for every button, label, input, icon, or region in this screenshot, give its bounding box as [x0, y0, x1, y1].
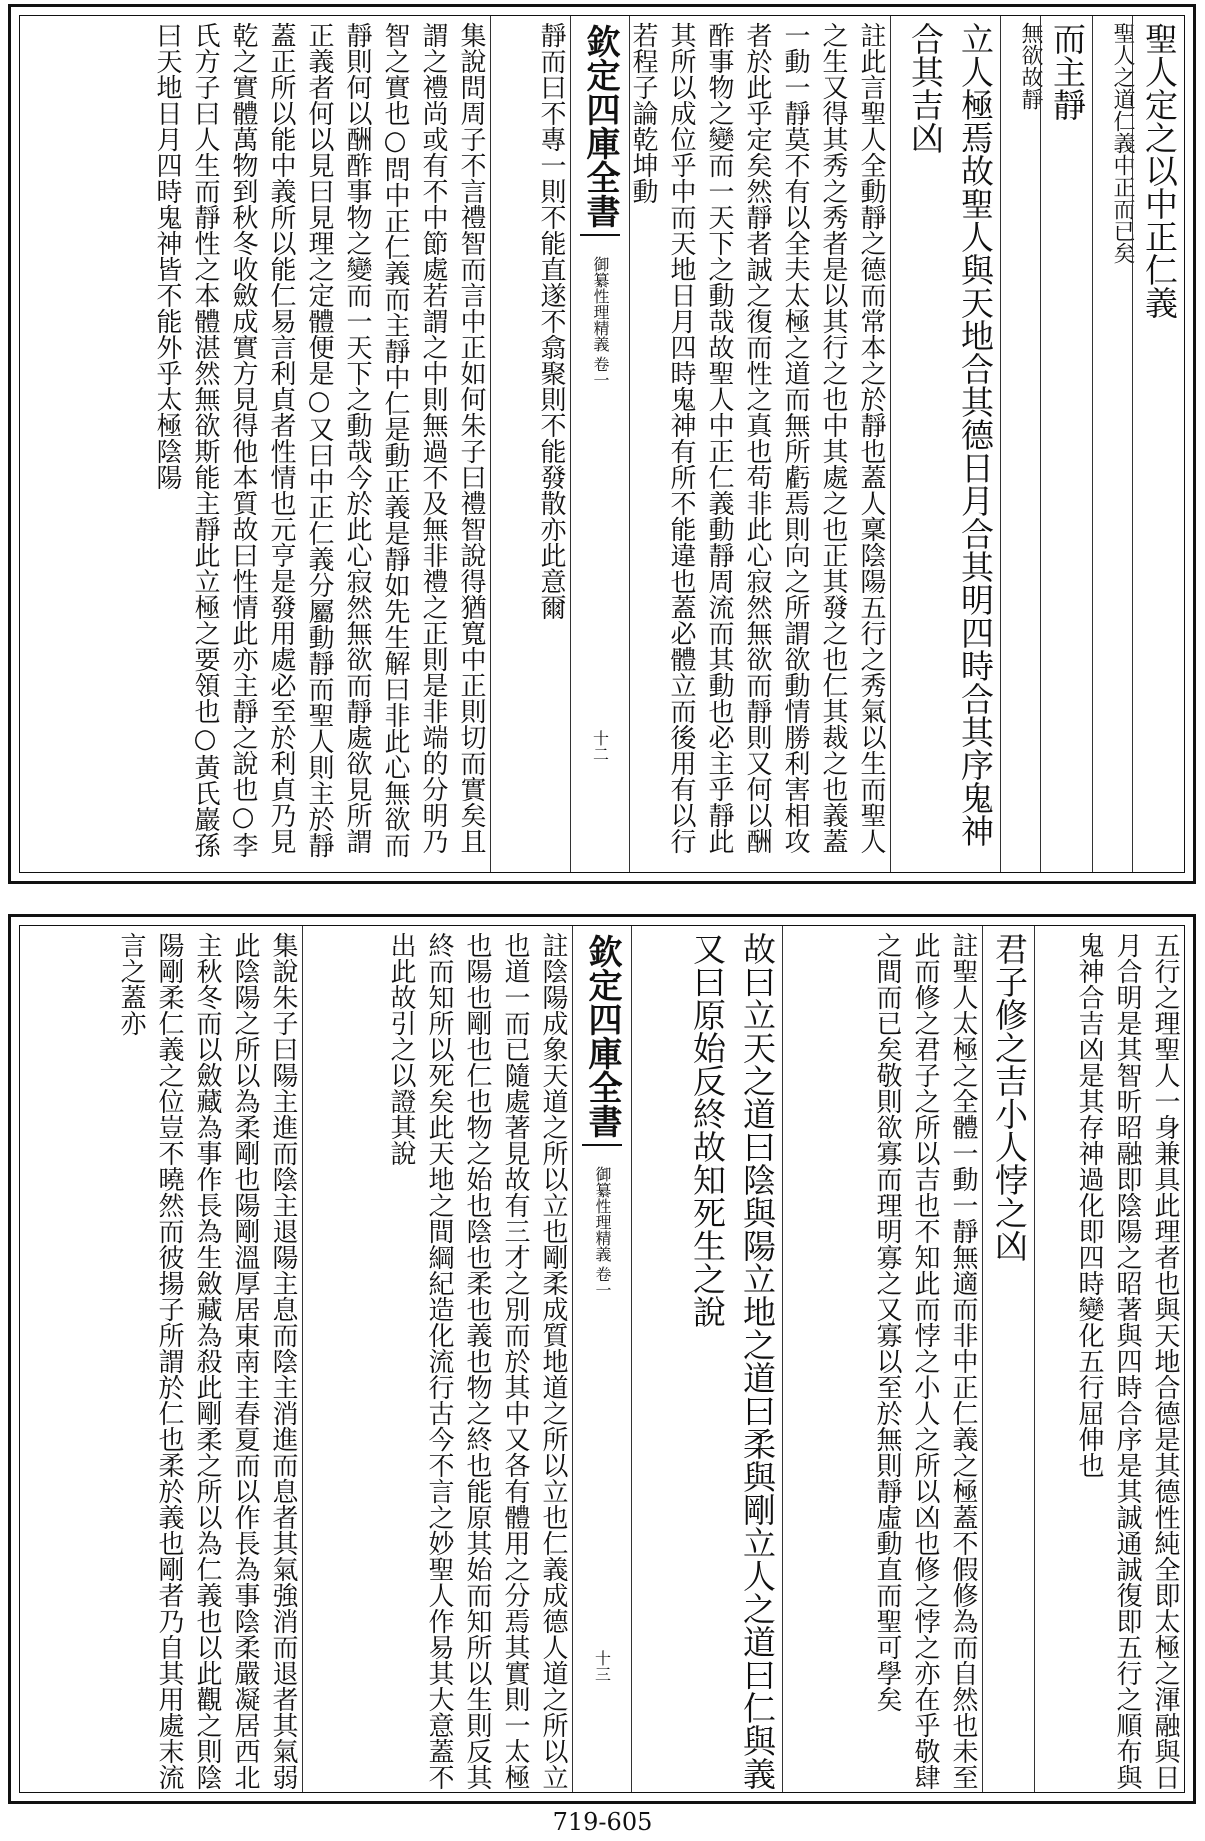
series-title: 欽定四庫全書 [582, 934, 622, 1138]
book-name: 御纂性理精義 [593, 1166, 612, 1262]
page-number: 十二 [590, 730, 610, 762]
annotation-column: 聖人之道仁義中正而已矣 [1092, 16, 1132, 872]
juan-label: 卷一 [591, 356, 610, 388]
commentary-column: 註聖人太極之全體一動一靜無適而非中正仁義之極蓋不假修為而自然也未至此而修之君子之所以吉也不知此而悖之小人之所以凶也修之悖之亦在乎敬肆之間而已矣敬則欲寡而理明寡之又寡以至於無則靜虛動直而聖可學矣 [782, 926, 982, 1792]
page-number: 十三 [592, 1650, 612, 1682]
commentary-column: 五行之理聖人一身兼具此理者也與天地合德是其德性純全即太極之渾融與日月合明是其智昕昭融即陰陽之昭著與四時合序是其誠通誠復即五行之順布與鬼神合吉凶是其存神過化即四時變化五行屈伸也 [1034, 926, 1184, 1792]
bottom-left-half [20, 926, 572, 1792]
text-column: 故曰立天之道曰陰與陽立地之道曰柔與剛立人之道曰仁與義又曰原始反終故知死生之說 [688, 932, 777, 1790]
fish-tail-mark [580, 234, 620, 252]
bottom-page [8, 914, 1196, 1804]
juan-label: 卷一 [593, 1266, 612, 1298]
text-column: 君子修之吉小人悖之凶 [982, 926, 1034, 1792]
fish-tail-mark [582, 1144, 622, 1162]
center-fold [572, 926, 632, 1792]
book-name: 御纂性理精義 [591, 256, 610, 352]
archive-page-reference: 719-605 [552, 1808, 653, 1836]
text-column: 立人極焉故聖人與天地合其德日月合其明四時合其序鬼神合其吉凶 [890, 16, 1000, 872]
series-title: 欽定四庫全書 [580, 24, 620, 228]
top-page-frame [19, 15, 1185, 873]
commentary-column: 靜而曰不專一則不能直遂不翕聚則不能發散亦此意爾 [490, 16, 570, 872]
bottom-page-frame [19, 925, 1185, 1793]
commentary-column: 集說朱子曰陽主進而陰主退陽主息而陰主消進而息者其氣強消而退者其氣弱此陰陽之所以為柔剛也陽剛溫厚居東南主春夏而以作長為事陰柔嚴凝居西北主秋冬而以斂藏為事作長為生斂藏為殺此剛柔之所以為仁義也以此觀之則陰陽剛柔仁義之位豈不曉然而彼揚子所謂於仁也柔於義也剛者乃自其用處末流言之蓋亦 [116, 932, 298, 1790]
commentary-column: 註陰陽成象天道之所以立也剛柔成質地道之所以立也仁義成德人道之所以立也道一而已隨處著見故有三才之別而於其中又各有體用之分焉其實則一太極也陽也剛也仁也物之始也陰也柔也義也物之終也能原其始而知所以生則反其終而知所以死矣此天地之間綱紀造化流行古今不言之妙聖人作易其大意蓋不出此故引之以證其說 [302, 926, 572, 1792]
commentary-column: 集說問周子不言禮智而言中正如何朱子曰禮智說得猶寬中正則切而實矣且謂之禮尚或有不中節處若謂之中則無過不及無非禮之正則是非端的分明乃智之實也○問中正仁義而主靜中仁是動正義是靜如先生解曰非此心無欲而靜則何以酬酢事物之變而一天下之動哉今於此心寂然無欲而靜處欲見所謂正義者何以見曰見理之定體便是○又曰中正仁義分屬動靜而聖人則主於靜蓋正所以能中義所以能仁易言利貞者性情也元亨是發用處必至於利貞乃見乾之實體萬物到秋冬收斂成實方見得他本質故曰性情此亦主靜之說也○李氏方子曰人生而靜性之本體湛然無欲斯能主靜此立極之要領也○黃氏巖孫曰天地日月四時鬼神皆不能外乎太極陰陽 [152, 22, 486, 858]
text-column: 聖人定之以中正仁義 [1132, 16, 1184, 872]
top-left-half [20, 16, 570, 872]
top-page [8, 4, 1196, 884]
bottom-right-half [632, 926, 1184, 1792]
text-column: 而主靜 [1040, 16, 1092, 872]
center-fold [570, 16, 630, 872]
top-right-half [630, 16, 1184, 872]
annotation-column: 無欲故靜 [1000, 16, 1040, 872]
commentary-column: 註此言聖人全動靜之德而常本之於靜也蓋人稟陰陽五行之秀氣以生而聖人之生又得其秀之秀者是以其行之也中其處之也正其發之也仁其裁之也義蓋一動一靜莫不有以全夫太極之道而無所虧焉則向之所謂欲動情勝利害相攻者於此乎定矣然靜者誠之復而性之真也苟非此心寂然無欲而靜則又何以酬酢事物之變而一天下之動哉故聖人中正仁義動靜周流而其動也必主乎靜此其所以成位乎中而天地日月四時鬼神有所不能違也蓋必體立而後用有以行若程子論乾坤動 [628, 22, 886, 854]
